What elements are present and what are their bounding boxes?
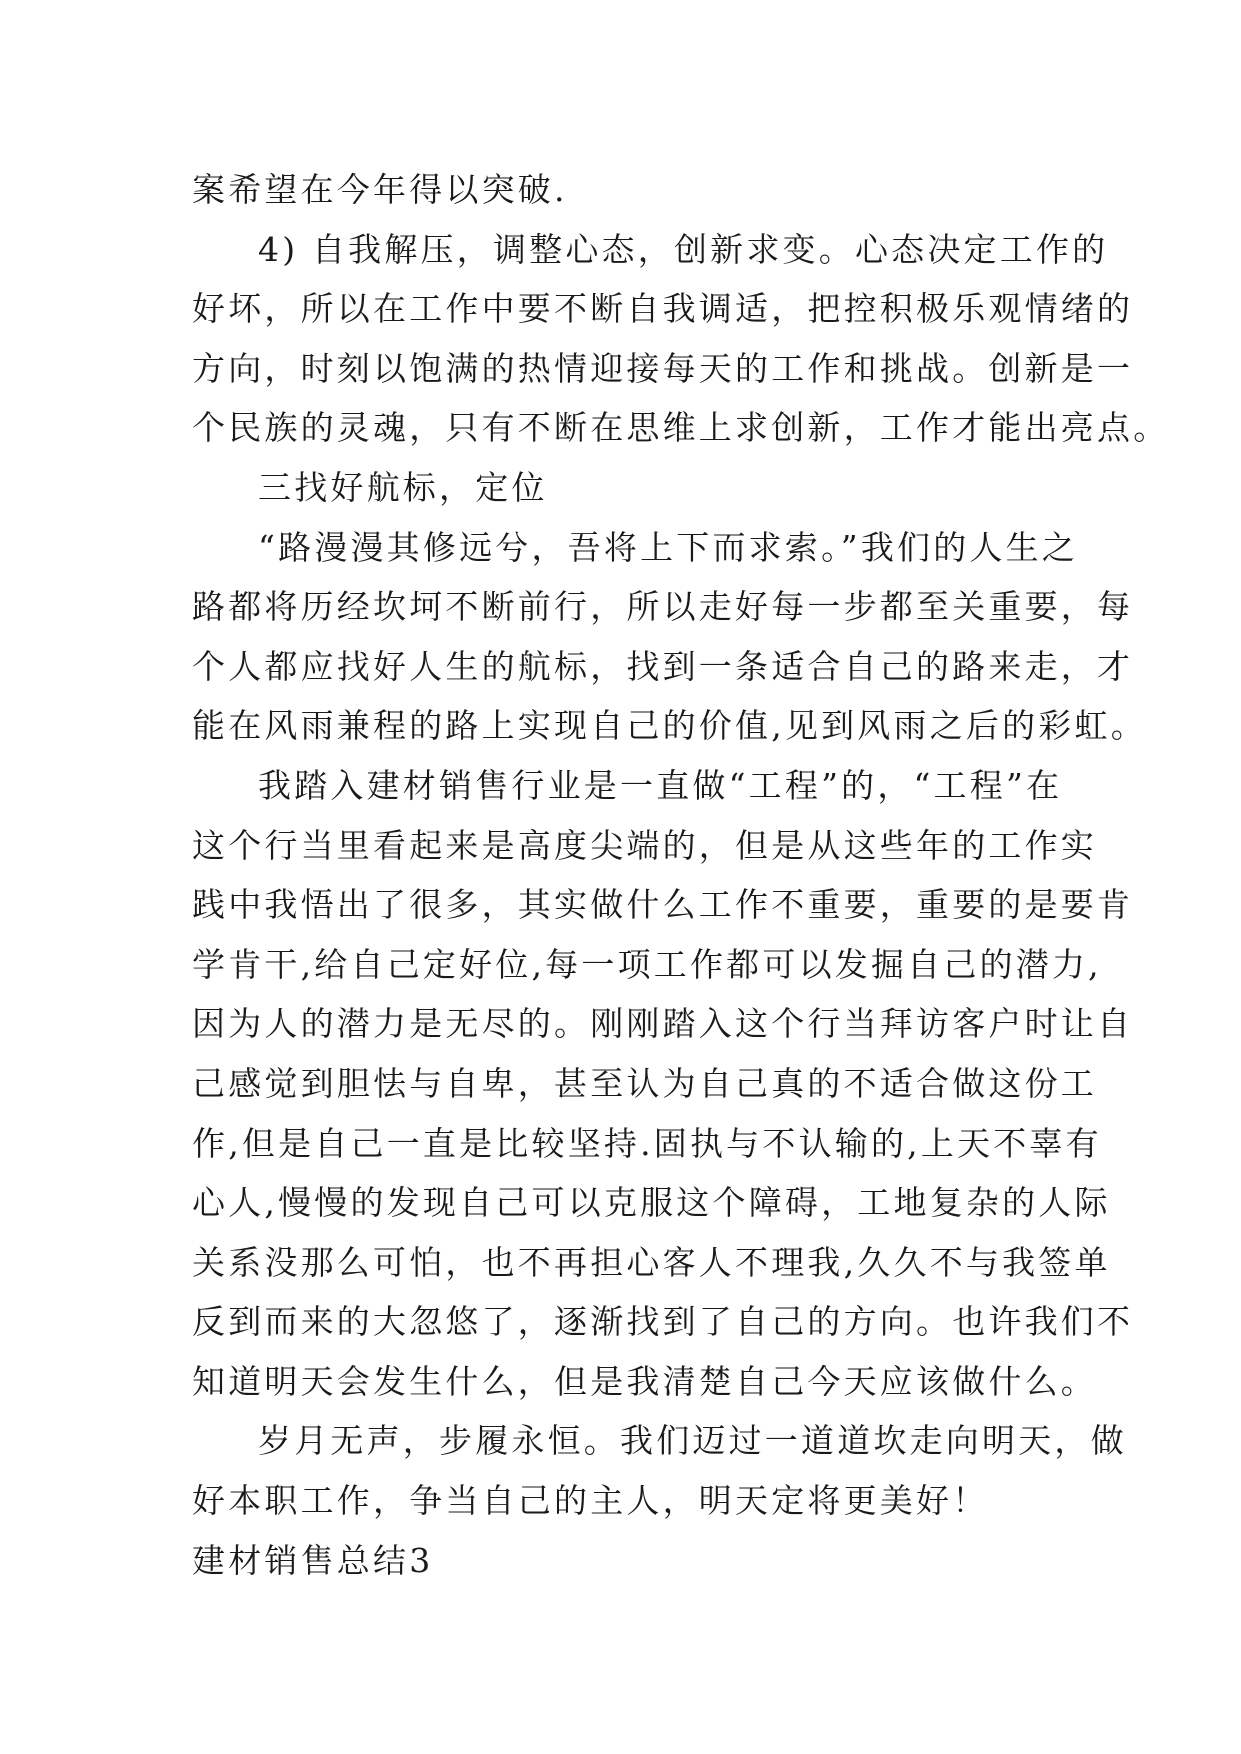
text-line: 作,但是自己一直是比较坚持.固执与不认输的,上天不辜有	[192, 1123, 1102, 1163]
text-line: 三找好航标，定位	[258, 467, 548, 507]
section-heading: 建材销售总结3	[192, 1540, 434, 1580]
text-line: 个民族的灵魂，只有不断在思维上求创新，工作才能出亮点。	[192, 408, 1170, 448]
text-line: 案希望在今年得以突破.	[192, 170, 568, 209]
text-line: 这个行当里看起来是高度尖端的，但是从这些年的工作实	[192, 825, 1097, 865]
text-line: 路都将历经坎坷不断前行，所以走好每一步都至关重要，每	[192, 587, 1134, 627]
text-line: 能在风雨兼程的路上实现自己的价值,见到风雨之后的彩虹。	[192, 706, 1147, 746]
text-line: “路漫漫其修远兮，吾将上下而求索。”我们的人生之	[258, 527, 1079, 567]
text-line: 方向，时刻以饱满的热情迎接每天的工作和挑战。创新是一	[192, 348, 1134, 388]
text-line: 我踏入建材销售行业是一直做“工程”的，“工程”在	[258, 765, 1063, 805]
text-line: 反到而来的大忽悠了，逐渐找到了自己的方向。也许我们不	[192, 1302, 1134, 1342]
text-line: 己感觉到胆怯与自卑，甚至认为自己真的不适合做这份工	[192, 1063, 1097, 1103]
text-line: 好本职工作，争当自己的主人，明天定将更美好！	[192, 1481, 989, 1521]
text-line: 岁月无声，步履永恒。我们迈过一道道坎走向明天，做	[258, 1421, 1127, 1461]
document-body	[192, 160, 1170, 1590]
text-line: 知道明天会发生什么，但是我清楚自己今天应该做什么。	[192, 1361, 1097, 1401]
text-line: 4) 自我解压，调整心态，创新求变。心态决定工作的	[258, 229, 1109, 269]
text-line: 学肯干,给自己定好位,每一项工作都可以发掘自己的潜力,	[192, 944, 1102, 984]
text-line: 关系没那么可怕，也不再担心客人不理我,久久不与我签单	[192, 1242, 1111, 1282]
text-line: 心人,慢慢的发现自己可以克服这个障碍，工地复杂的人际	[192, 1183, 1111, 1223]
text-line: 个人都应找好人生的航标，找到一条适合自己的路来走，才	[192, 646, 1134, 686]
text-line: 好坏，所以在工作中要不断自我调适，把控积极乐观情绪的	[192, 289, 1134, 329]
text-line: 践中我悟出了很多，其实做什么工作不重要，重要的是要肯	[192, 885, 1134, 925]
text-line: 因为人的潜力是无尽的。刚刚踏入这个行当拜访客户时让自	[192, 1004, 1134, 1044]
